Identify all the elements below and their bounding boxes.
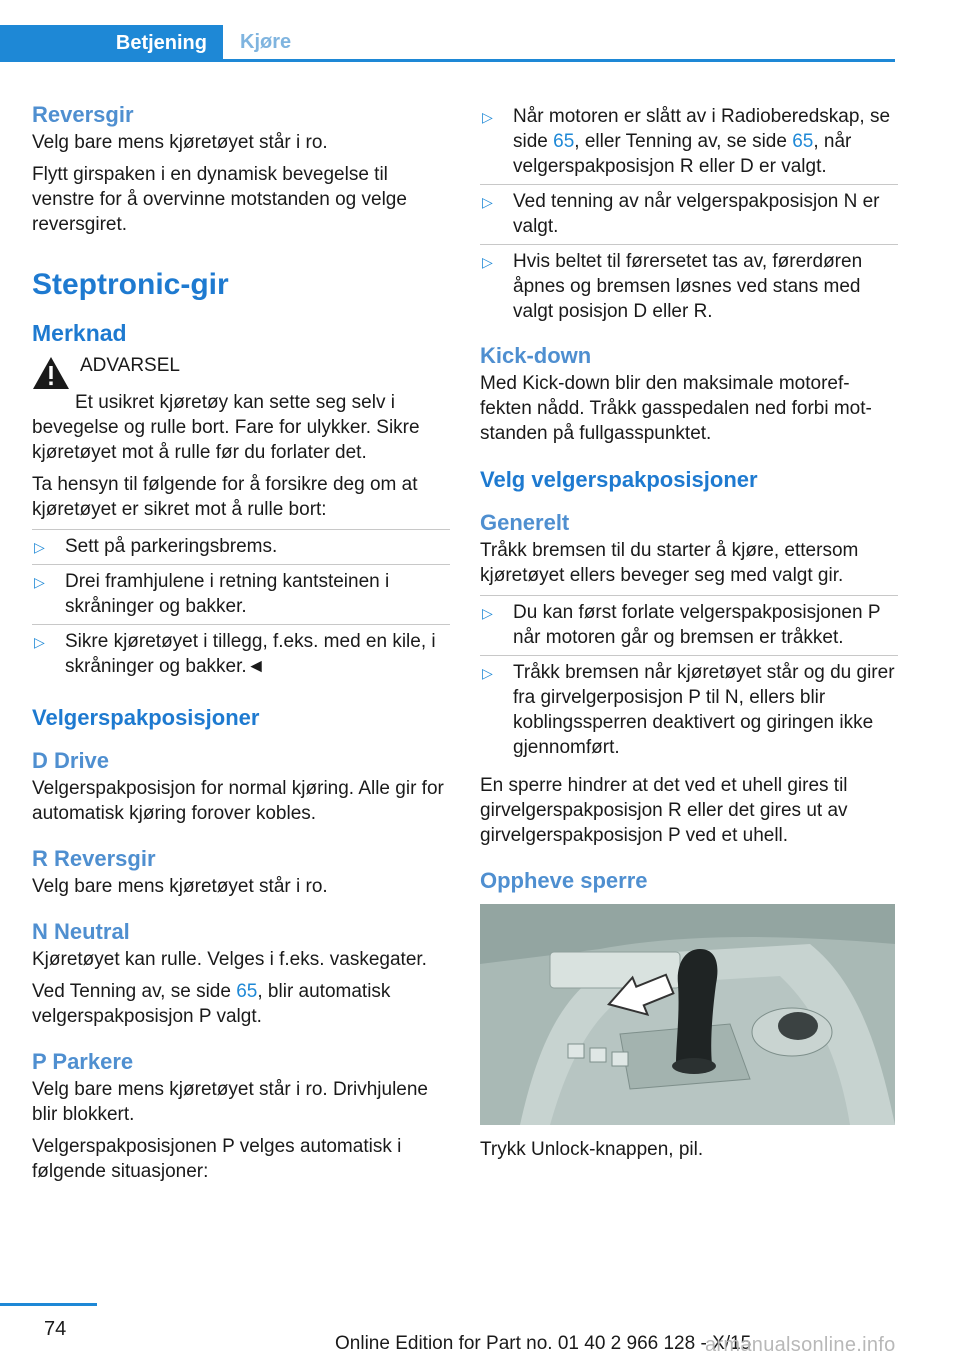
- n-neutral-text-1: Kjøretøyet kan rulle. Velges i f.eks. vaskegater.: [32, 949, 427, 970]
- reversgir-text-1: Velg bare mens kjøretøyet står i ro.: [32, 132, 328, 153]
- velg-heading: Velg velgerspakposisjoner: [480, 467, 758, 492]
- bullet-triangle-icon: ▷: [34, 574, 45, 590]
- edition-line: Online Edition for Part no. 01 40 2 966 128 - X/15: [335, 1333, 752, 1354]
- reversgir-text-2: Flytt girspaken i en dynamisk bevegelse til venstre for å overvinne motstanden og velge reversgiret.: [32, 164, 407, 235]
- p-parkere-text-1: Velg bare mens kjøretøyet står i ro. Drivhjulene blir blokkert.: [32, 1079, 428, 1125]
- list-item: ▷ Sett på parkeringsbrems.: [32, 530, 450, 565]
- bullet-triangle-icon: ▷: [34, 634, 45, 650]
- page-number: 74: [44, 1318, 67, 1340]
- r-reversgir-heading: R Reversgir: [32, 846, 156, 871]
- kickdown-text: Med Kick-down blir den maksimale motoref- fekten nådd. Tråkk gasspedalen ned forbi mot- standen på fullgasspunktet.: [480, 373, 872, 444]
- auto-park-list: [480, 100, 898, 329]
- sperre-text: En sperre hindrer at det ved et uhell gires til girvelgerspakposisjon R eller det gires ut av girvelgerspakposisjon P ved et uhell.: [480, 775, 848, 846]
- generelt-text: Tråkk bremsen til du starter å kjøre, ettersom kjøretøyet ellers beveger seg med valgt gir.: [480, 540, 859, 586]
- list-item: ▷ Du kan først forlate velgerspakposisjonen P når motoren går og bremsen er tråkket.: [480, 596, 898, 656]
- d-drive-heading: D Drive: [32, 748, 110, 773]
- list-item: ▷ Ved tenning av når velgerspakposisjon N er valgt.: [480, 185, 898, 245]
- kickdown-heading: Kick-down: [480, 343, 592, 368]
- reversgir-heading: Reversgir: [32, 102, 134, 127]
- left-column: [32, 100, 450, 1191]
- bullet-triangle-icon: ▷: [482, 605, 493, 621]
- generelt-list: [480, 595, 898, 765]
- steptronic-heading: Steptronic-gir: [32, 268, 229, 301]
- r-reversgir-text: Velg bare mens kjøretøyet står i ro.: [32, 876, 328, 897]
- list-item: ▷ Hvis beltet til førersetet tas av, førerdøren åpnes og bremsen løsnes ved stans med valgt posisjon D eller R.: [482, 251, 863, 322]
- merknad-heading: Merknad: [32, 320, 127, 346]
- bullet-triangle-icon: ▷: [482, 194, 493, 210]
- right-column: [480, 100, 898, 1169]
- warning-block: [32, 353, 450, 390]
- safety-list: [32, 529, 450, 684]
- watermark: armanualsonline.info: [705, 1334, 896, 1356]
- hensyn-text: Ta hensyn til følgende for å forsikre deg om at kjøretøyet er sikret mot å rulle bort:: [32, 474, 418, 520]
- page-link-65[interactable]: 65: [553, 131, 575, 152]
- tab-betjening[interactable]: Betjening: [0, 25, 223, 62]
- footer-rule: [0, 1303, 97, 1306]
- p-parkere-heading: P Parkere: [32, 1049, 134, 1074]
- warning-text: Et usikret kjøretøy kan sette seg selv i bevegelse og rulle bort. Fare for ulykker. Sikre kjøretøyet mot å rulle før du forlater det.: [32, 392, 420, 463]
- n-neutral-text-2: Ved Tenning av, se side 65, blir automatisk velgerspakposisjon P valgt.: [32, 981, 391, 1027]
- header-rule: [0, 59, 895, 62]
- bullet-triangle-icon: ▷: [34, 539, 45, 555]
- tab-kjore[interactable]: Kjøre: [240, 30, 292, 53]
- warning-triangle-icon: [32, 356, 70, 390]
- n-neutral-heading: N Neutral: [32, 919, 130, 944]
- photo-caption: Trykk Unlock-knappen, pil.: [480, 1139, 704, 1160]
- list-item: ▷ Sikre kjøretøyet i tillegg, f.eks. med en kile, i skråninger og bakker.◄: [34, 631, 436, 677]
- bullet-triangle-icon: ▷: [482, 254, 493, 270]
- p-parkere-text-2: Velgerspakposisjonen P velges automatisk i følgende situasjoner:: [32, 1136, 402, 1182]
- gear-selector-photo: [480, 904, 895, 1125]
- list-item: ▷ Tråkk bremsen når kjøretøyet står og du girer fra girvelgerposisjon P til N, ellers blir koblingssperren deaktivert og giringen ikke gjennomført.: [482, 662, 895, 758]
- header-tabbar: [0, 25, 895, 62]
- bullet-triangle-icon: ▷: [482, 665, 493, 681]
- page-link-65[interactable]: 65: [792, 131, 814, 152]
- d-drive-text: Velgerspakposisjon for normal kjøring. Alle gir for automatisk kjøring forover kobles.: [32, 778, 444, 824]
- bullet-triangle-icon: ▷: [482, 109, 493, 125]
- velgerspakposisjoner-heading: Velgerspakposisjoner: [32, 705, 260, 730]
- oppheve-sperre-heading: Oppheve sperre: [480, 868, 648, 893]
- generelt-heading: Generelt: [480, 510, 570, 535]
- list-item: ▷ Når motoren er slått av i Radioberedskap, se side 65, eller Tenning av, se side 65, når velgerspakposisjon R eller D er valgt.: [480, 100, 898, 185]
- page-link-65[interactable]: 65: [236, 981, 258, 1002]
- warning-label: ADVARSEL: [80, 355, 180, 376]
- list-item: ▷ Drei framhjulene i retning kantsteinen i skråninger og bakker.: [32, 565, 450, 625]
